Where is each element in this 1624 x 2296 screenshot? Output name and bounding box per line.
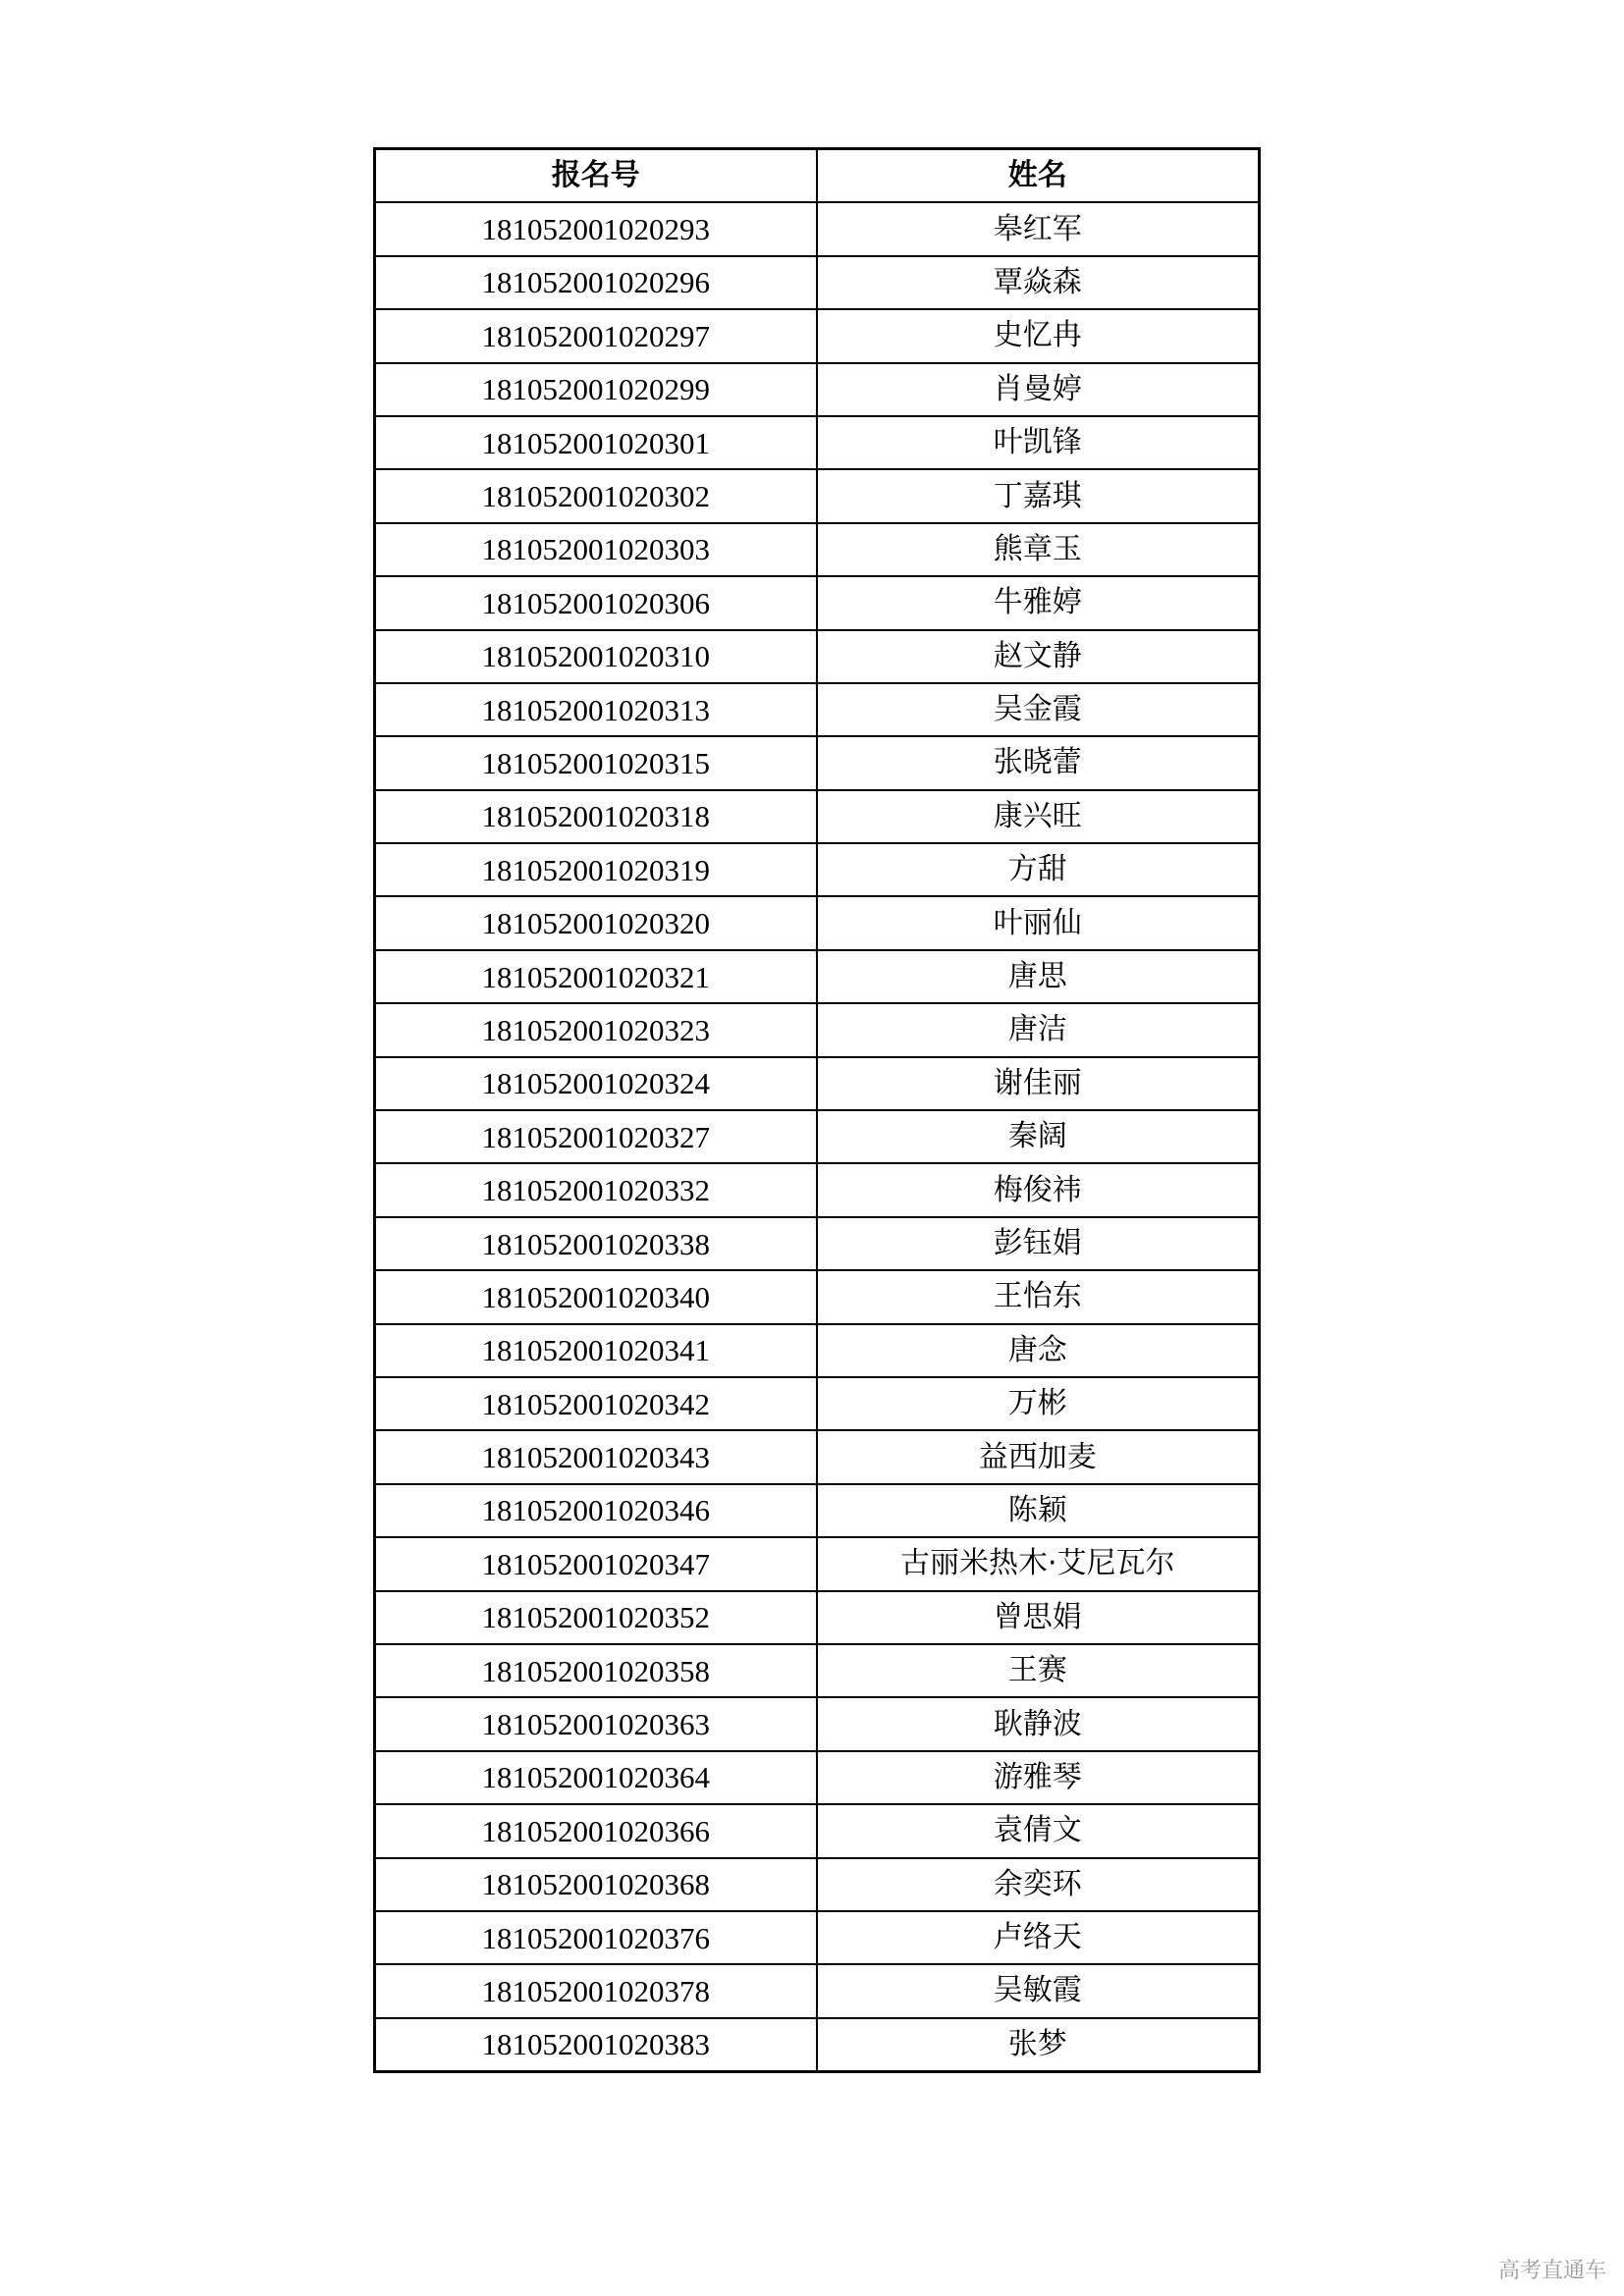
- name-cell: 康兴旺: [817, 790, 1260, 843]
- registration-number-cell: 181052001020323: [375, 1003, 817, 1056]
- registration-number-cell: 181052001020313: [375, 683, 817, 736]
- table-row: [375, 896, 1260, 949]
- table-row: [375, 1591, 1260, 1644]
- table-row: [375, 1911, 1260, 1964]
- registration-number-cell: 181052001020378: [375, 1964, 817, 2017]
- name-cell: 袁倩文: [817, 1804, 1260, 1857]
- name-cell: 熊章玉: [817, 523, 1260, 576]
- registration-number-cell: 181052001020319: [375, 843, 817, 896]
- registration-number-cell: 181052001020332: [375, 1163, 817, 1216]
- table-row: [375, 1751, 1260, 1804]
- header-name: 姓名: [817, 149, 1260, 203]
- registration-number-cell: 181052001020306: [375, 576, 817, 629]
- header-registration-number: 报名号: [375, 149, 817, 203]
- name-cell: 卢络天: [817, 1911, 1260, 1964]
- name-cell: 彭钰娟: [817, 1217, 1260, 1270]
- table-row: [375, 1430, 1260, 1483]
- table-row: [375, 202, 1260, 255]
- registration-number-cell: 181052001020358: [375, 1644, 817, 1697]
- registration-number-cell: 181052001020303: [375, 523, 817, 576]
- table-row: [375, 1804, 1260, 1857]
- table-row: [375, 469, 1260, 522]
- table-row: [375, 523, 1260, 576]
- name-cell: 牛雅婷: [817, 576, 1260, 629]
- registration-number-cell: 181052001020366: [375, 1804, 817, 1857]
- table-row: [375, 309, 1260, 362]
- registration-number-cell: 181052001020320: [375, 896, 817, 949]
- registration-number-cell: 181052001020376: [375, 1911, 817, 1964]
- registration-number-cell: 181052001020363: [375, 1697, 817, 1750]
- registration-number-cell: 181052001020301: [375, 416, 817, 469]
- registration-number-cell: 181052001020318: [375, 790, 817, 843]
- table-row: [375, 683, 1260, 736]
- name-cell: 王怡东: [817, 1270, 1260, 1323]
- table-row: [375, 1964, 1260, 2017]
- name-cell: 王赛: [817, 1644, 1260, 1697]
- registration-number-cell: 181052001020324: [375, 1057, 817, 1110]
- name-cell: 张晓蕾: [817, 736, 1260, 789]
- registration-number-cell: 181052001020368: [375, 1858, 817, 1911]
- registration-number-cell: 181052001020352: [375, 1591, 817, 1644]
- name-cell: 陈颖: [817, 1484, 1260, 1537]
- registration-number-cell: 181052001020321: [375, 950, 817, 1003]
- name-cell: 唐思: [817, 950, 1260, 1003]
- registration-number-cell: 181052001020327: [375, 1110, 817, 1163]
- registration-number-cell: 181052001020293: [375, 202, 817, 255]
- name-cell: 张梦: [817, 2018, 1260, 2072]
- name-cell: 益西加麦: [817, 1430, 1260, 1483]
- registration-number-cell: 181052001020341: [375, 1324, 817, 1377]
- table-row: [375, 416, 1260, 469]
- table-row: [375, 1537, 1260, 1590]
- name-cell: 皋红军: [817, 202, 1260, 255]
- header-row: [375, 149, 1260, 203]
- table-row: [375, 1057, 1260, 1110]
- name-cell: 覃焱森: [817, 256, 1260, 309]
- name-cell: 赵文静: [817, 630, 1260, 683]
- name-cell: 吴敏霞: [817, 1964, 1260, 2017]
- table-row: [375, 363, 1260, 416]
- table-row: [375, 256, 1260, 309]
- table-row: [375, 736, 1260, 789]
- name-cell: 梅俊祎: [817, 1163, 1260, 1216]
- registration-number-cell: 181052001020347: [375, 1537, 817, 1590]
- registration-number-cell: 181052001020299: [375, 363, 817, 416]
- table-row: [375, 950, 1260, 1003]
- name-cell: 肖曼婷: [817, 363, 1260, 416]
- registration-number-cell: 181052001020315: [375, 736, 817, 789]
- table-row: [375, 1484, 1260, 1537]
- table-row: [375, 1644, 1260, 1697]
- table-row: [375, 1270, 1260, 1323]
- table-row: [375, 1697, 1260, 1750]
- name-cell: 叶凯锋: [817, 416, 1260, 469]
- table-row: [375, 1858, 1260, 1911]
- registration-number-cell: 181052001020383: [375, 2018, 817, 2072]
- registration-number-cell: 181052001020296: [375, 256, 817, 309]
- table-row: [375, 1217, 1260, 1270]
- table-row: [375, 1003, 1260, 1056]
- registration-number-cell: 181052001020342: [375, 1377, 817, 1430]
- registration-number-cell: 181052001020343: [375, 1430, 817, 1483]
- registration-number-cell: 181052001020340: [375, 1270, 817, 1323]
- table-row: [375, 1163, 1260, 1216]
- name-cell: 唐洁: [817, 1003, 1260, 1056]
- name-cell: 古丽米热木·艾尼瓦尔: [817, 1537, 1260, 1590]
- registration-number-cell: 181052001020297: [375, 309, 817, 362]
- registration-number-cell: 181052001020346: [375, 1484, 817, 1537]
- name-cell: 游雅琴: [817, 1751, 1260, 1804]
- name-cell: 方甜: [817, 843, 1260, 896]
- table-body: [375, 202, 1260, 2071]
- watermark-logo-text: 高考直通车: [1497, 2259, 1606, 2283]
- registration-number-cell: 181052001020364: [375, 1751, 817, 1804]
- name-cell: 曾思娟: [817, 1591, 1260, 1644]
- name-cell: 吴金霞: [817, 683, 1260, 736]
- table-row: [375, 630, 1260, 683]
- name-cell: 唐念: [817, 1324, 1260, 1377]
- name-cell: 丁嘉琪: [817, 469, 1260, 522]
- table-row: [375, 576, 1260, 629]
- table-row: [375, 790, 1260, 843]
- table-header: [375, 149, 1260, 203]
- name-cell: 谢佳丽: [817, 1057, 1260, 1110]
- name-cell: 余奕环: [817, 1858, 1260, 1911]
- registration-number-cell: 181052001020302: [375, 469, 817, 522]
- table-row: [375, 1377, 1260, 1430]
- name-cell: 耿静波: [817, 1697, 1260, 1750]
- table-row: [375, 2018, 1260, 2072]
- roster-table: [373, 147, 1261, 2073]
- registration-number-cell: 181052001020310: [375, 630, 817, 683]
- table-row: [375, 843, 1260, 896]
- name-cell: 史忆冉: [817, 309, 1260, 362]
- name-cell: 秦阔: [817, 1110, 1260, 1163]
- registration-number-cell: 181052001020338: [375, 1217, 817, 1270]
- name-cell: 万彬: [817, 1377, 1260, 1430]
- table-row: [375, 1324, 1260, 1377]
- name-cell: 叶丽仙: [817, 896, 1260, 949]
- table-row: [375, 1110, 1260, 1163]
